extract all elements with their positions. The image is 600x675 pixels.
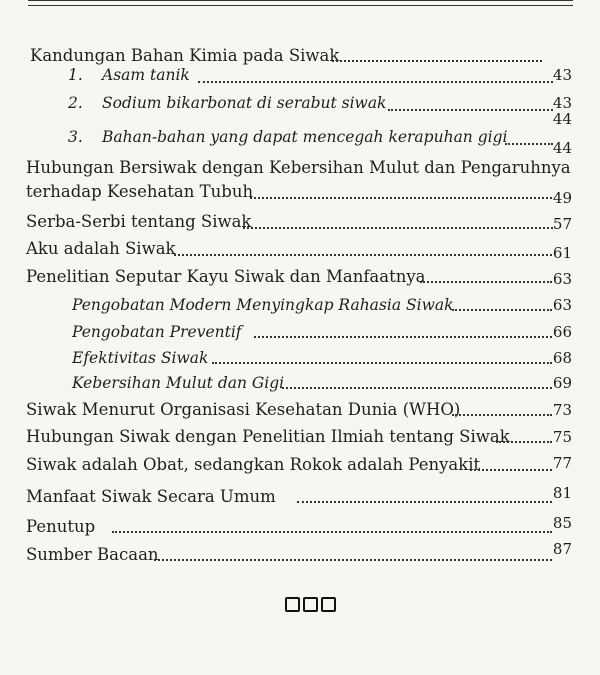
- toc-entry-penelitian-seputar[interactable]: [0, 265, 600, 289]
- entry-title: Pengobatan Modern Menyingkap Rahasia Siwak: [72, 296, 454, 314]
- entry-label: Asam tanik: [102, 66, 190, 84]
- page-number: 73: [552, 401, 572, 419]
- dot-leader: [250, 197, 552, 199]
- dot-leader: [470, 469, 552, 471]
- entry-title: Hubungan Siwak dengan Penelitian Ilmiah tentang Siwak: [26, 427, 510, 446]
- page-number: 57: [552, 215, 572, 233]
- toc-entry-pengobatan-modern[interactable]: [0, 293, 600, 317]
- entry-label: Bahan-bahan yang dapat mencegah kerapuhan gigi: [102, 128, 508, 146]
- square-ornament-icon: [321, 597, 336, 612]
- square-ornament-icon: [285, 597, 300, 612]
- dot-leader: [388, 109, 553, 111]
- entry-title: Kandungan Bahan Kimia pada Siwak: [30, 46, 340, 65]
- dot-leader: [154, 559, 552, 561]
- page-number: 77: [552, 454, 572, 472]
- dot-leader: [420, 281, 552, 283]
- entry-title: terhadap Kesehatan Tubuh: [26, 182, 254, 201]
- entry-title: Sumber Bacaan: [26, 545, 159, 564]
- page-number: 63: [552, 296, 572, 314]
- toc-entry-penelitian-ilmiah[interactable]: [0, 425, 600, 449]
- page-number: 68: [552, 349, 572, 367]
- entry-title: Pengobatan Preventif: [72, 323, 242, 341]
- page-number: 66: [552, 323, 572, 341]
- page-number: 81: [552, 484, 572, 502]
- entry-label: Sodium bikarbonat di serabut siwak: [102, 94, 387, 112]
- entry-title: [68, 63, 190, 87]
- page-number: 75: [552, 428, 572, 446]
- page-number: 63: [552, 270, 572, 288]
- toc-entry-kebersihan-mulut[interactable]: [0, 371, 600, 395]
- toc-entry-hubungan-bersiwak[interactable]: [0, 156, 600, 180]
- entry-number: 1.: [68, 66, 83, 84]
- dot-leader: [254, 336, 552, 338]
- dot-leader: [332, 60, 542, 62]
- page-number: 44: [552, 139, 572, 157]
- entry-title: Penutup: [26, 517, 96, 536]
- dot-leader: [496, 441, 552, 443]
- toc-entry-obat-rokok[interactable]: [0, 453, 600, 477]
- entry-number: 2.: [68, 94, 83, 112]
- top-rule: [28, 0, 573, 6]
- dot-leader: [505, 143, 553, 145]
- dot-leader: [243, 227, 553, 229]
- toc-entry-efektivitas-siwak[interactable]: [0, 346, 600, 370]
- page-number: 61: [552, 244, 572, 262]
- end-ornament: [285, 597, 336, 615]
- toc-entry-sumber-bacaan[interactable]: [0, 540, 600, 567]
- toc-entry-serba-serbi[interactable]: [0, 210, 600, 234]
- entry-title: Serba-Serbi tentang Siwak: [26, 212, 252, 231]
- dot-leader: [112, 531, 552, 533]
- page-number: 69: [552, 374, 572, 392]
- dot-leader: [452, 414, 552, 416]
- dot-leader: [198, 81, 553, 83]
- entry-title: Manfaat Siwak Secara Umum: [26, 487, 276, 506]
- page-number: 49: [552, 189, 572, 207]
- toc-entry-asam-tanik[interactable]: [0, 63, 600, 87]
- page-number: 87: [552, 540, 572, 558]
- page-number: 44: [552, 110, 572, 128]
- square-ornament-icon: [303, 597, 318, 612]
- entry-title: Kebersihan Mulut dan Gigi: [72, 374, 285, 392]
- toc-entry-siwak-who[interactable]: [0, 398, 600, 422]
- dot-leader: [452, 309, 552, 311]
- entry-title: Aku adalah Siwak: [26, 239, 176, 258]
- dot-leader: [174, 254, 552, 256]
- page-number: 43: [552, 66, 572, 84]
- dot-leader: [282, 387, 552, 389]
- page-number: 85: [552, 514, 572, 532]
- dot-leader: [212, 362, 552, 364]
- entry-title: Siwak Menurut Organisasi Kesehatan Dunia (WHO): [26, 400, 461, 419]
- entry-title: Siwak adalah Obat, sedangkan Rokok adalah Penyakit: [26, 455, 481, 474]
- toc-entry-bahan-bahan[interactable]: [0, 125, 600, 149]
- toc-entry-manfaat-siwak[interactable]: [0, 485, 600, 509]
- entry-title: [68, 91, 386, 115]
- page-number: 43: [552, 94, 572, 112]
- toc-entry-aku-adalah-siwak[interactable]: [0, 237, 600, 261]
- toc-entry-sodium-bikarbonat[interactable]: [0, 91, 600, 115]
- entry-number: 3.: [68, 128, 83, 146]
- toc-entry-penutup[interactable]: [0, 515, 600, 539]
- entry-title: Penelitian Seputar Kayu Siwak dan Manfaatnya: [26, 267, 426, 286]
- entry-title: [68, 125, 507, 149]
- dot-leader: [297, 501, 552, 503]
- toc-entry-hubungan-bersiwak-cont[interactable]: [0, 180, 600, 207]
- entry-title: Efektivitas Siwak: [72, 349, 209, 367]
- entry-title: Hubungan Bersiwak dengan Kebersihan Mulut dan Pengaruhnya: [26, 158, 571, 177]
- toc-entry-pengobatan-preventif[interactable]: [0, 320, 600, 344]
